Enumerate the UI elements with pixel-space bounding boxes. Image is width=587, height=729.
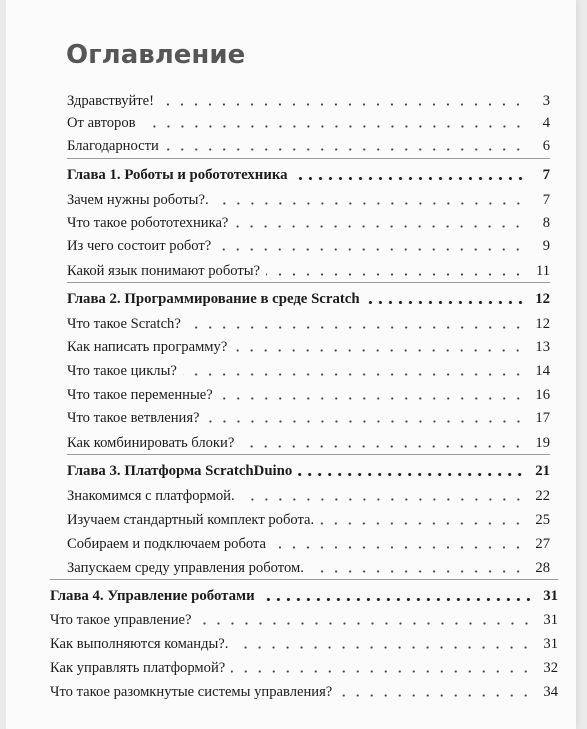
toc-chapter-entry <box>6 583 576 605</box>
toc-entry-label: Глава 2. Программирование в среде Scratch <box>67 291 360 307</box>
dot-leader <box>266 273 525 276</box>
toc-entry-label: Запускаем среду управления роботом. <box>67 560 304 576</box>
dot-leader <box>160 103 525 106</box>
toc-entry-label: Здравствуйте! <box>67 93 155 109</box>
toc-page-number: 3 <box>542 93 550 109</box>
chapter-divider <box>67 282 550 283</box>
dot-leader <box>165 148 525 151</box>
dot-leader <box>198 622 533 625</box>
dot-leader <box>320 522 525 525</box>
dot-leader <box>187 326 525 329</box>
dot-leader <box>215 202 525 205</box>
toc-page-number: 12 <box>535 291 550 307</box>
dot-leader <box>338 694 533 697</box>
dot-leader <box>261 598 533 601</box>
toc-entry-label: Что такое циклы? <box>67 363 177 379</box>
toc-entry-label: Как управлять платформой? <box>50 660 226 676</box>
toc-entry-label: Из чего состоит робот? <box>67 238 212 254</box>
toc-page-number: 25 <box>535 512 550 528</box>
dot-leader <box>241 498 525 501</box>
dot-leader <box>234 646 533 649</box>
toc-page-number: 9 <box>542 238 550 254</box>
toc-page-number: 17 <box>535 410 550 426</box>
toc-entry-label: От авторов <box>67 115 136 131</box>
toc-section-entry <box>6 555 576 577</box>
toc-page-number: 11 <box>535 263 550 279</box>
toc-entry-label: Что такое разомкнутые системы управления? <box>50 684 333 700</box>
book-page <box>6 0 576 729</box>
dot-leader <box>183 373 525 376</box>
toc-section-entry <box>6 405 576 427</box>
toc-entry-label: Благодарности <box>67 138 159 154</box>
toc-page-number: 7 <box>542 167 550 183</box>
toc-entry-label: Изучаем стандартный комплект робота. <box>67 512 315 528</box>
toc-chapter-entry <box>6 286 576 308</box>
toc-page-number: 31 <box>543 612 558 628</box>
toc-section-entry <box>6 233 576 255</box>
toc-section-entry <box>6 531 576 553</box>
dot-leader <box>298 473 525 476</box>
toc-entry-label: Что такое Scratch? <box>67 316 181 332</box>
toc-entry-label: Какой язык понимают роботы? <box>67 263 261 279</box>
toc-entry-label: Что такое робототехника? <box>67 215 229 231</box>
dot-leader <box>310 570 525 573</box>
toc-page-number: 7 <box>542 192 550 208</box>
toc-section-entry <box>6 334 576 356</box>
chapter-divider <box>67 158 550 159</box>
toc-entry-label: Глава 3. Платформа ScratchDuino <box>67 463 293 479</box>
toc-section-entry <box>6 133 576 155</box>
dot-leader <box>366 301 525 304</box>
toc-page-number: 13 <box>535 339 550 355</box>
toc-section-entry <box>6 679 576 701</box>
toc-section-entry <box>6 358 576 380</box>
toc-page-number: 12 <box>535 316 550 332</box>
dot-leader <box>272 546 525 549</box>
page-title: Оглавление <box>66 40 246 70</box>
chapter-divider <box>50 579 558 580</box>
toc-page-number: 27 <box>535 536 550 552</box>
dot-leader <box>217 248 525 251</box>
toc-page-number: 6 <box>542 138 550 154</box>
toc-entry-label: Что такое управление? <box>50 612 192 628</box>
toc-section-entry <box>6 210 576 232</box>
toc-page-number: 14 <box>535 363 550 379</box>
toc-page-number: 34 <box>543 684 558 700</box>
toc-page-number: 19 <box>535 435 550 451</box>
dot-leader <box>219 397 525 400</box>
toc-section-entry <box>6 187 576 209</box>
dot-leader <box>231 670 533 673</box>
toc-chapter-entry <box>6 458 576 480</box>
toc-entry-label: Глава 1. Роботы и робототехника <box>67 167 288 183</box>
toc-entry-label: Зачем нужны роботы?. <box>67 192 209 208</box>
toc-entry-label: Как выполняются команды?. <box>50 636 229 652</box>
toc-entry-label: Глава 4. Управление роботами <box>50 588 255 604</box>
toc-entry-label: Как комбинировать блоки? <box>67 435 235 451</box>
toc-page-number: 28 <box>535 560 550 576</box>
toc-page-number: 31 <box>543 636 558 652</box>
dot-leader <box>240 445 525 448</box>
toc-section-entry <box>6 483 576 505</box>
toc-entry-label: Знакомимся с платформой. <box>67 488 235 504</box>
chapter-divider <box>67 454 550 455</box>
toc-entry-label: Собираем и подключаем робота <box>67 536 267 552</box>
toc-chapter-entry <box>6 162 576 184</box>
toc-section-entry <box>6 430 576 452</box>
toc-page-number: 21 <box>535 463 550 479</box>
toc-section-entry <box>6 311 576 333</box>
toc-page-number: 16 <box>535 387 550 403</box>
toc-section-entry <box>6 507 576 529</box>
dot-leader <box>233 349 525 352</box>
toc-section-entry <box>6 258 576 280</box>
toc-section-entry <box>6 382 576 404</box>
toc-section-entry <box>6 88 576 110</box>
toc-entry-label: Что такое переменные? <box>67 387 213 403</box>
toc-section-entry <box>6 655 576 677</box>
toc-page-number: 4 <box>542 115 550 131</box>
dot-leader <box>206 420 525 423</box>
toc-page-number: 32 <box>543 660 558 676</box>
toc-page-number: 22 <box>535 488 550 504</box>
toc-entry-label: Как написать программу? <box>67 339 228 355</box>
dot-leader <box>294 177 525 180</box>
toc-page-number: 8 <box>542 215 550 231</box>
dot-leader <box>234 225 525 228</box>
dot-leader <box>142 125 525 128</box>
toc-section-entry <box>6 110 576 132</box>
toc-page-number: 31 <box>543 588 558 604</box>
toc-section-entry <box>6 607 576 629</box>
toc-entry-label: Что такое ветвления? <box>67 410 200 426</box>
toc-section-entry <box>6 631 576 653</box>
